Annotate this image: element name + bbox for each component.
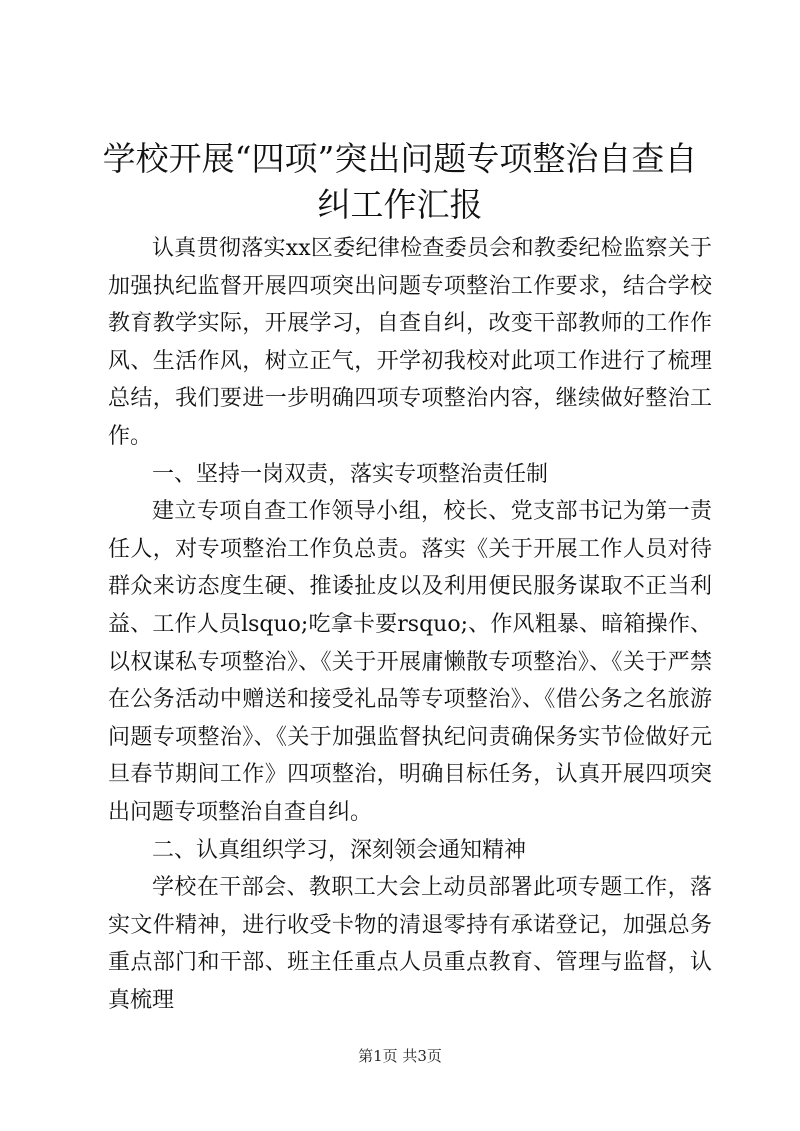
section-2-paragraph: 学校在干部会、教职工大会上动员部署此项专题工作，落实文件精神，进行收受卡物的清退零持有承诺登记，加强总务重点部门和干部、班主任重点人员重点教育、管理与监督，认真梳理 <box>108 875 712 1013</box>
document-body <box>108 230 712 1019</box>
document-title: 学校开展“四项”突出问题专项整治自查自纠工作汇报 <box>102 139 698 224</box>
section-heading-1: 一、坚持一岗双责，落实专项整治责任制 <box>152 461 549 487</box>
section-1-paragraph: 建立专项自查工作领导小组，校长、党支部书记为第一责任人，对专项整治工作负总责。落实《关于开展工作人员对待群众来访态度生硬、推诿扯皮以及利用便民服务谋取不正当利益、工作人员lsquo;吃拿卡要rsquo;、作风粗暴、暗箱操作、以权谋私专项整治》、《关于开展庸懒散专项整治》、《关于严禁在公务活动中赠送和接受礼品等专项整治》、《借公务之名旅游问题专项整治》、《关于加强监督执纪问责确保务实节俭做好元旦春节期间工作》四项整治，明确目标任务，认真开展四项突出问题专项整治自查自纠。 <box>108 499 712 825</box>
section-heading-2: 二、认真组织学习，深刻领会通知精神 <box>152 837 527 863</box>
page-number-footer: 第1页 共3页 <box>358 1047 442 1065</box>
intro-paragraph: 认真贯彻落实xx区委纪律检查委员会和教委纪检监察关于加强执纪监督开展四项突出问题专项整治工作要求，结合学校教育教学实际，开展学习，自查自纠，改变干部教师的工作作风、生活作风，树立正气，开学初我校对此项工作进行了梳理总结，我们要进一步明确四项专项整治内容，继续做好整治工作。 <box>108 236 712 449</box>
